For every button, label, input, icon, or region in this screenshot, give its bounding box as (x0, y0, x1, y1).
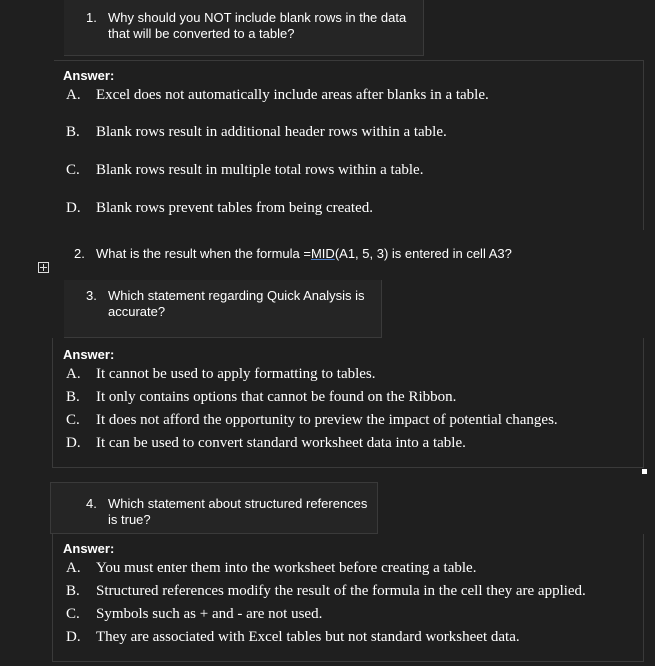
question-number: 1. (86, 10, 97, 25)
question-1 (86, 10, 416, 44)
question-number: 4. (86, 496, 97, 511)
question-4 (86, 496, 376, 530)
question-text: Why should you NOT include blank rows in the data that will be converted to a table? (108, 10, 407, 41)
question-number: 3. (86, 288, 97, 303)
answer-label: Answer: (63, 347, 115, 362)
question-text: What is the result when the formula =MID(A1, 5, 3) is entered in cell A3? (96, 246, 512, 261)
move-handle-icon[interactable] (38, 262, 49, 273)
question-text: Which statement regarding Quick Analysis is accurate? (108, 288, 365, 319)
question-number: 2. (74, 246, 85, 261)
question-2 (74, 246, 634, 264)
question-text: Which statement about structured references is true? (108, 496, 368, 527)
mid-function-link[interactable]: MID (310, 246, 335, 261)
question-3 (86, 288, 376, 322)
answer-label: Answer: (63, 68, 115, 83)
answer-label: Answer: (63, 541, 115, 556)
resize-handle[interactable] (642, 469, 647, 474)
